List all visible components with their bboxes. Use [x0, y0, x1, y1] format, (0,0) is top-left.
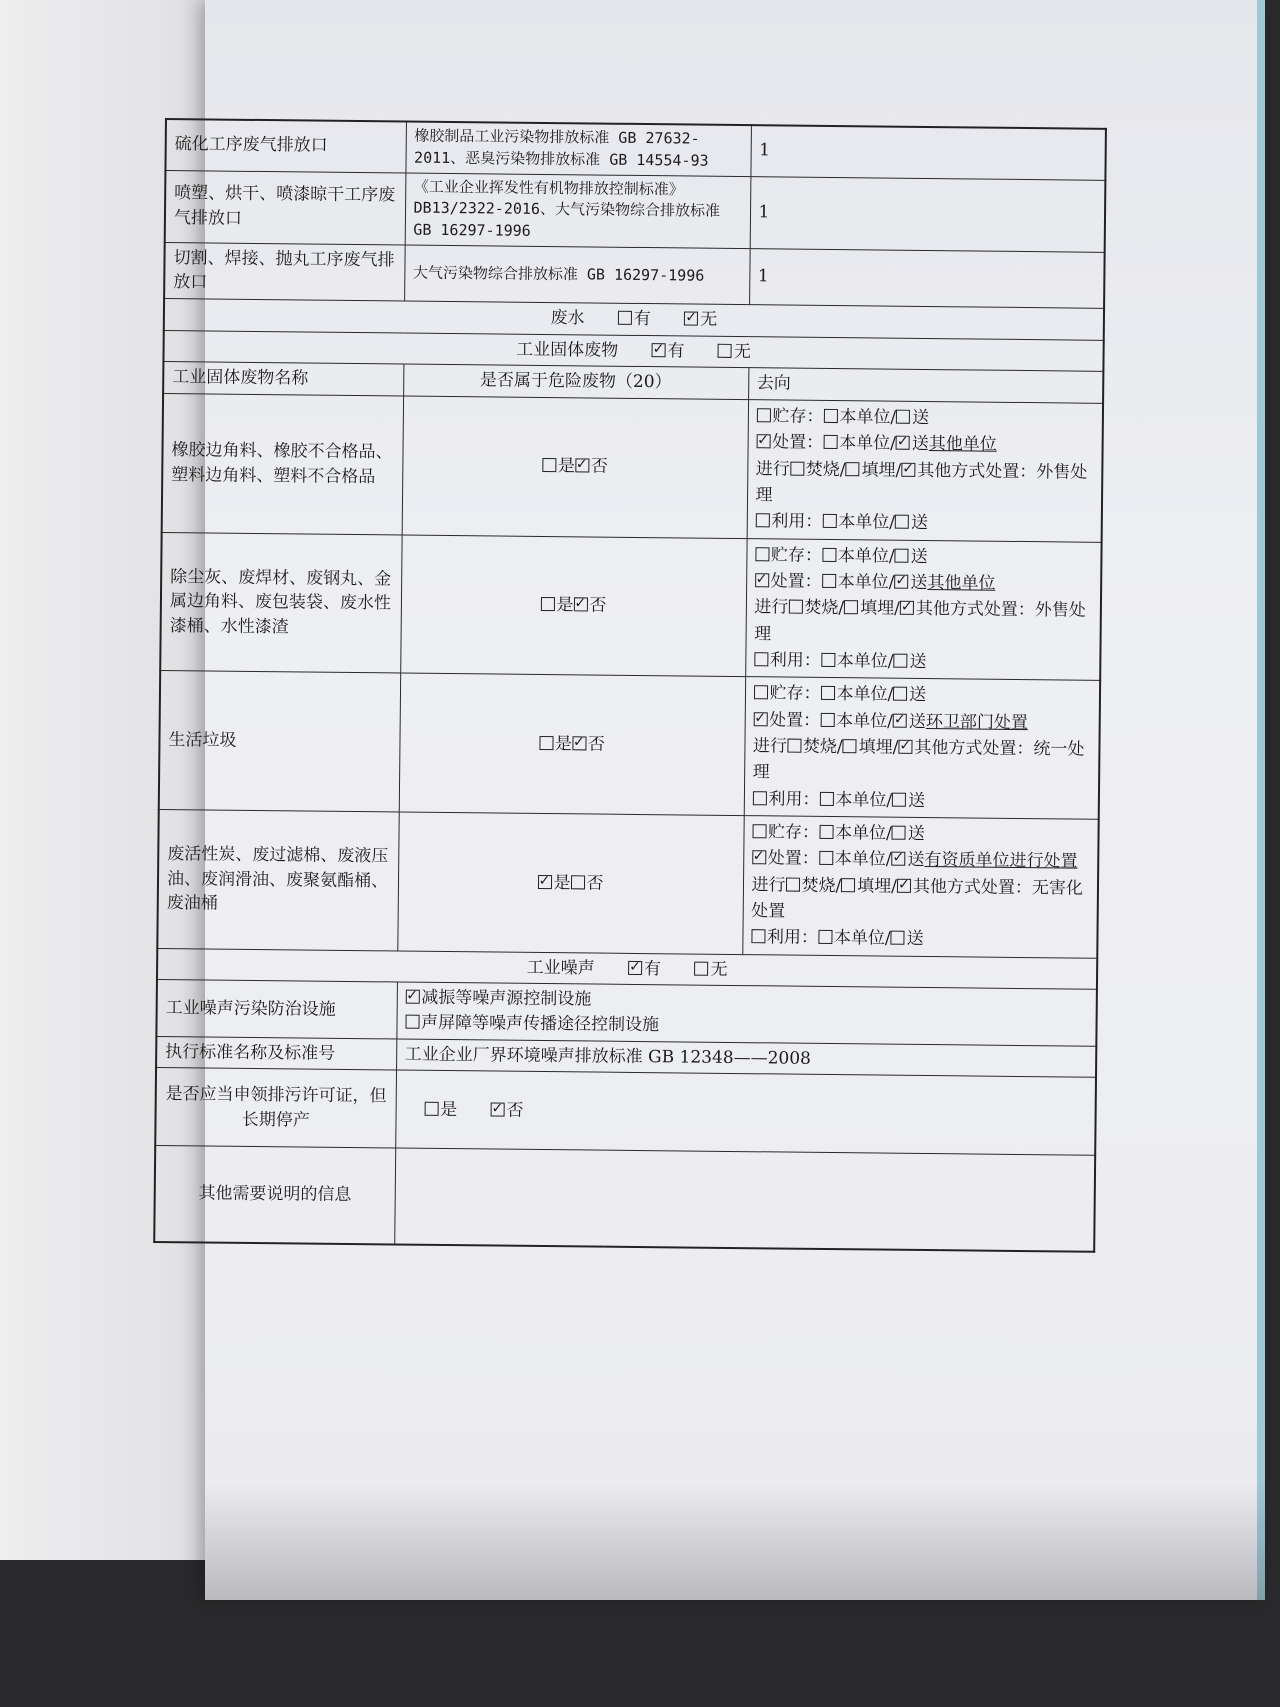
use-self-checkbox[interactable] — [819, 792, 833, 806]
waste-destination — [747, 400, 1103, 542]
exhaust-standard: 橡胶制品工业污染物排放标准 GB 27632-2011、恶臭污染物排放标准 GB 14554-93 — [405, 122, 751, 177]
storage-label: 贮存： — [767, 822, 820, 843]
hazard-no-checkbox[interactable] — [570, 875, 584, 889]
noise-yes-label: 有 — [644, 958, 662, 980]
hazard-yes-label: 是 — [556, 595, 574, 616]
storage-label: 贮存： — [770, 545, 823, 566]
waste-destination — [742, 816, 1098, 958]
facility-1-label: 减振等噪声源控制设施 — [421, 988, 592, 1010]
burn-label: 焚烧/ — [802, 736, 843, 758]
storage-self-checkbox[interactable] — [822, 548, 836, 562]
hazard-no-label: 否 — [586, 873, 604, 894]
permit-yes-checkbox[interactable] — [424, 1101, 438, 1115]
storage-send-label: 送 — [907, 823, 925, 845]
burn-checkbox[interactable] — [790, 461, 804, 475]
process-label: 进行 — [752, 736, 788, 757]
page-shadow — [205, 1480, 1265, 1600]
dispose-label: 处置： — [767, 848, 819, 870]
wastewater-no-checkbox[interactable] — [684, 311, 698, 325]
dispose-self-checkbox[interactable] — [823, 435, 837, 449]
solid-waste-items — [157, 393, 1103, 958]
use-self-checkbox[interactable] — [821, 653, 835, 667]
exhaust-count: 1 — [749, 248, 1105, 308]
burn-label: 焚烧/ — [804, 598, 845, 619]
dispose-self-label: 本单位/ — [837, 572, 895, 593]
other-method-value: 统一处理 — [752, 739, 1085, 783]
noise-facility-label: 工业噪声污染防治设施 — [156, 980, 397, 1039]
storage-self-checkbox[interactable] — [823, 409, 837, 423]
col-destination: 去向 — [748, 368, 1103, 403]
noise-standard-value: 工业企业厂界环境噪声排放标准 GB 12348——2008 — [396, 1039, 1096, 1078]
use-send-checkbox[interactable] — [891, 931, 905, 945]
other-method-label: 其他方式处置： — [912, 876, 1033, 898]
hazard-no-checkbox[interactable] — [575, 459, 589, 473]
landfill-label: 填埋/ — [861, 459, 902, 481]
dispose-self-checkbox[interactable] — [819, 851, 833, 865]
dispose-checkbox[interactable] — [753, 712, 767, 726]
exhaust-name: 切割、焊接、抛丸工序废气排放口 — [164, 242, 405, 301]
dispose-label: 处置： — [770, 571, 822, 592]
noise-no-label: 无 — [710, 959, 728, 980]
process-label: 进行 — [755, 458, 790, 480]
use-checkbox[interactable] — [754, 652, 768, 666]
hazard-no-checkbox[interactable] — [572, 736, 586, 750]
waste-name: 生活垃圾 — [159, 671, 400, 812]
waste-destination — [744, 677, 1100, 819]
dispose-self-checkbox[interactable] — [822, 574, 836, 588]
hazard-no-label: 否 — [589, 595, 607, 616]
facility-1-checkbox[interactable] — [405, 990, 419, 1004]
solid-waste-no-label: 无 — [733, 341, 752, 362]
other-method-value: 外售处理 — [755, 461, 1088, 506]
use-send-label: 送 — [906, 929, 924, 950]
wastewater-yes-checkbox[interactable] — [618, 311, 632, 325]
permit-label: 是否应当申领排污许可证，但长期停产 — [155, 1068, 396, 1149]
dispose-send-target: 其他单位 — [927, 573, 996, 594]
landfill-checkbox[interactable] — [846, 462, 860, 476]
exhaust-row — [165, 170, 1106, 252]
dispose-send-label: 送 — [911, 434, 929, 455]
pollution-info-form — [153, 118, 1105, 1253]
storage-send-label: 送 — [912, 407, 930, 428]
dispose-send-target: 其他单位 — [928, 434, 997, 456]
use-self-label: 本单位/ — [838, 512, 896, 533]
other-method-checkbox[interactable] — [897, 879, 911, 893]
landfill-checkbox[interactable] — [841, 878, 855, 892]
dispose-send-checkbox[interactable] — [894, 575, 908, 589]
permit-row — [155, 1068, 1096, 1156]
use-send-checkbox[interactable] — [895, 515, 909, 529]
other-method-checkbox[interactable] — [898, 740, 912, 754]
col-waste-name: 工业固体废物名称 — [163, 362, 403, 396]
dispose-self-label: 本单位/ — [839, 433, 896, 454]
storage-self-label: 本单位/ — [839, 407, 897, 428]
storage-self-label: 本单位/ — [836, 684, 894, 706]
hazard-no-label: 否 — [587, 734, 606, 755]
other-method-label: 其他方式处置： — [915, 599, 1035, 621]
other-info-row — [154, 1146, 1095, 1252]
storage-self-label: 本单位/ — [837, 545, 895, 567]
dispose-send-target: 有资质单位进行处置 — [924, 850, 1078, 873]
hazard-no-label: 否 — [590, 456, 608, 478]
permit-yes-label: 是 — [440, 1099, 458, 1120]
storage-checkbox[interactable] — [756, 408, 770, 422]
use-checkbox[interactable] — [752, 791, 766, 805]
hazard-yes-checkbox[interactable] — [542, 458, 556, 472]
dispose-send-label: 送 — [908, 711, 927, 732]
use-send-checkbox[interactable] — [894, 654, 908, 668]
other-info-label: 其他需要说明的信息 — [154, 1146, 395, 1245]
solid-waste-yes-label: 有 — [667, 340, 685, 362]
other-method-label: 其他方式处置： — [917, 460, 1037, 482]
exhaust-standard: 《工业企业挥发性有机物排放控制标准》DB13/2322-2016、大气污染物综合排放标准 GB 16297-1996 — [405, 173, 751, 249]
dispose-send-label: 送 — [910, 572, 928, 594]
burn-label: 焚烧/ — [805, 459, 846, 480]
exhaust-count: 1 — [750, 176, 1106, 252]
waste-name: 除尘灰、废焊材、废钢丸、金属边角料、废包装袋、废水性漆桶、水性漆渣 — [160, 532, 401, 673]
exhaust-name: 喷塑、烘干、喷漆晾干工序废气排放口 — [165, 170, 406, 245]
storage-send-checkbox[interactable] — [892, 826, 906, 840]
hazard-yes-checkbox[interactable] — [537, 875, 551, 889]
dispose-checkbox[interactable] — [755, 573, 769, 587]
other-info-value[interactable] — [394, 1148, 1095, 1251]
hazard-yes-label: 是 — [554, 734, 573, 755]
exhaust-row — [164, 242, 1105, 308]
solid-waste-yes-checkbox[interactable] — [652, 343, 666, 357]
wastewater-yes-label: 有 — [633, 308, 652, 330]
landfill-checkbox[interactable] — [843, 739, 857, 753]
waste-name: 橡胶边角料、橡胶不合格品、塑料边角料、塑料不合格品 — [162, 393, 403, 534]
burn-checkbox[interactable] — [788, 600, 802, 614]
storage-send-label: 送 — [910, 546, 928, 567]
storage-send-label: 送 — [909, 685, 927, 706]
exhaust-name: 硫化工序废气排放口 — [165, 119, 406, 173]
noise-yes-checkbox[interactable] — [628, 961, 642, 975]
storage-checkbox[interactable] — [755, 547, 769, 561]
dispose-label: 处置： — [772, 432, 824, 454]
waste-name: 废活性炭、废过滤棉、废液压油、废润滑油、废聚氨酯桶、废油桶 — [157, 810, 398, 951]
burn-checkbox[interactable] — [785, 877, 799, 891]
storage-checkbox[interactable] — [753, 686, 767, 700]
facility-2-label: 声屏障等噪声传播途径控制设施 — [420, 1012, 660, 1036]
noise-standard-label: 执行标准名称及标准号 — [156, 1036, 396, 1070]
use-label: 利用： — [768, 789, 820, 810]
storage-checkbox[interactable] — [752, 824, 766, 838]
use-label: 利用： — [771, 511, 823, 533]
use-send-label: 送 — [908, 790, 926, 811]
waste-item-row — [157, 810, 1098, 959]
other-method-value: 外售处理 — [754, 600, 1086, 645]
dispose-self-label: 本单位/ — [834, 849, 892, 871]
hazard-yes-label: 是 — [557, 456, 575, 477]
hazard-yes-checkbox[interactable] — [540, 597, 554, 611]
storage-self-checkbox[interactable] — [819, 825, 833, 839]
other-method-label: 其他方式处置： — [914, 737, 1034, 760]
wastewater-no-label: 无 — [700, 309, 718, 330]
storage-send-checkbox[interactable] — [893, 687, 907, 701]
wastewater-label: 废水 — [550, 308, 585, 329]
waste-item-row — [160, 532, 1101, 681]
dispose-send-checkbox[interactable] — [896, 436, 910, 450]
other-method-checkbox[interactable] — [900, 601, 914, 615]
use-send-label: 送 — [910, 513, 929, 534]
dispose-self-label: 本单位/ — [836, 710, 894, 732]
binder-edge — [1257, 0, 1265, 1600]
dispose-send-target: 环卫部门处置 — [925, 711, 1029, 733]
use-self-label: 本单位/ — [835, 789, 893, 811]
burn-checkbox[interactable] — [787, 739, 801, 753]
form-table — [153, 118, 1107, 1253]
use-send-label: 送 — [909, 651, 927, 673]
dispose-send-label: 送 — [907, 850, 925, 871]
use-send-checkbox[interactable] — [892, 792, 906, 806]
landfill-label: 填埋/ — [858, 737, 899, 758]
col-hazard: 是否属于危险废物（20） — [403, 364, 748, 399]
facility-2-checkbox[interactable] — [405, 1015, 419, 1029]
use-self-label: 本单位/ — [833, 928, 891, 950]
use-self-label: 本单位/ — [836, 651, 894, 672]
burn-label: 焚烧/ — [801, 875, 842, 896]
dispose-label: 处置： — [769, 710, 821, 731]
use-label: 利用： — [769, 650, 821, 671]
exhaust-count: 1 — [750, 125, 1106, 180]
process-label: 进行 — [751, 874, 786, 896]
landfill-label: 填埋/ — [857, 876, 898, 897]
dispose-self-checkbox[interactable] — [820, 713, 834, 727]
hazard-no-checkbox[interactable] — [573, 598, 587, 612]
dispose-send-checkbox[interactable] — [891, 852, 905, 866]
permit-no-checkbox[interactable] — [490, 1102, 504, 1116]
use-self-checkbox[interactable] — [818, 930, 832, 944]
use-checkbox[interactable] — [751, 930, 765, 944]
noise-no-checkbox[interactable] — [694, 961, 708, 975]
waste-destination — [745, 538, 1101, 680]
permit-no-label: 否 — [506, 1100, 524, 1121]
use-label: 利用： — [766, 927, 819, 949]
waste-item-row — [162, 393, 1103, 542]
use-checkbox[interactable] — [755, 514, 769, 528]
dispose-send-checkbox[interactable] — [893, 713, 907, 727]
process-label: 进行 — [754, 597, 789, 618]
storage-send-checkbox[interactable] — [895, 548, 909, 562]
hazard-yes-label: 是 — [553, 872, 571, 893]
other-method-checkbox[interactable] — [901, 462, 915, 476]
noise-facility-row — [156, 980, 1097, 1046]
storage-send-checkbox[interactable] — [896, 410, 910, 424]
use-self-checkbox[interactable] — [822, 514, 836, 528]
dispose-checkbox[interactable] — [756, 435, 770, 449]
other-method-value: 无害化处置 — [751, 877, 1084, 922]
noise-label: 工业噪声 — [526, 957, 595, 979]
landfill-label: 填埋/ — [860, 598, 900, 620]
exhaust-standard: 大气污染物综合排放标准 GB 16297-1996 — [404, 245, 750, 305]
storage-self-checkbox[interactable] — [820, 686, 834, 700]
dispose-checkbox[interactable] — [752, 851, 766, 865]
landfill-checkbox[interactable] — [844, 600, 858, 614]
storage-label: 贮存： — [769, 683, 821, 705]
waste-item-row — [159, 671, 1100, 820]
storage-label: 贮存： — [772, 406, 824, 427]
storage-self-label: 本单位/ — [834, 823, 892, 844]
solid-waste-no-checkbox[interactable] — [718, 343, 732, 357]
solid-waste-label: 工业固体废物 — [516, 339, 619, 361]
hazard-yes-checkbox[interactable] — [539, 736, 553, 750]
